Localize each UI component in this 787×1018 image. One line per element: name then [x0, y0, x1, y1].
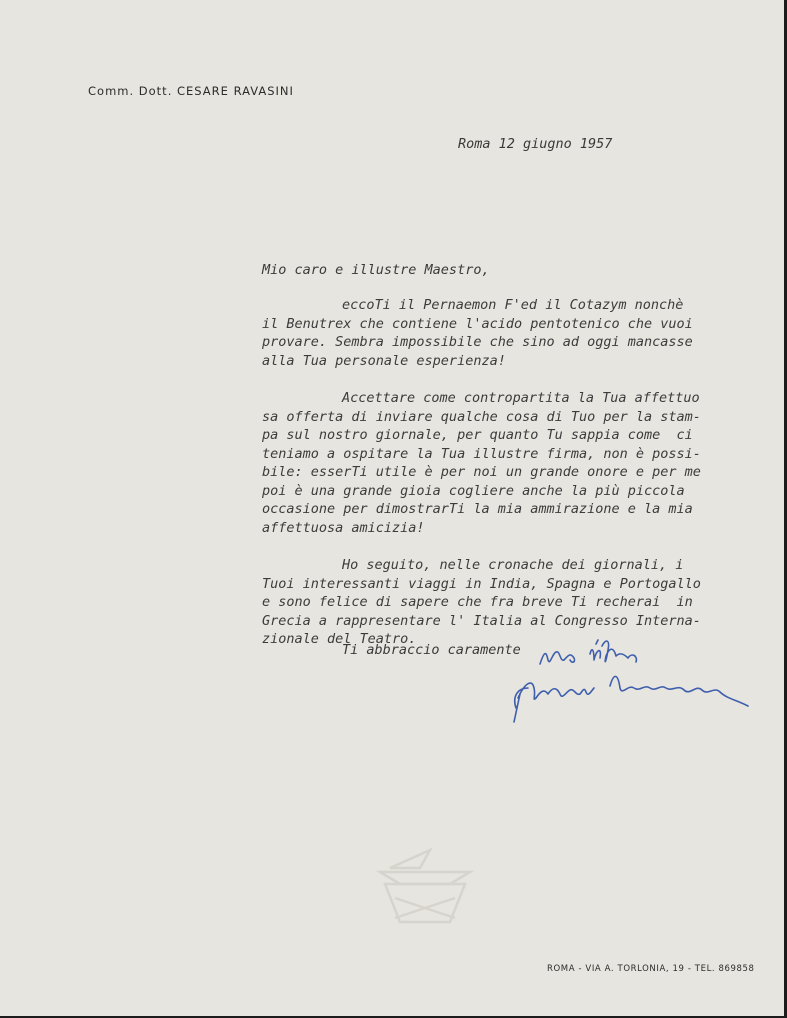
body-line: alla Tua personale esperienza!	[262, 352, 506, 369]
paragraph-3	[262, 556, 732, 649]
body-line: pa sul nostro giornale, per quanto Tu sappia come ci	[262, 427, 693, 443]
body-line: Ho seguito, nelle cronache dei giornali, i	[342, 557, 684, 573]
letter-date: Roma 12 giugno 1957	[458, 136, 613, 152]
watermark-logo	[180, 838, 650, 938]
body-line: occasione per dimostrarTi la mia ammirazione e la mia	[262, 501, 693, 517]
paragraph-2	[262, 389, 732, 537]
body-line: Grecia a rappresentare l' Italia al Congresso Interna-	[262, 612, 701, 629]
letterhead-address: ROMA - VIA A. TORLONIA, 19 - TEL. 869858	[547, 964, 755, 974]
paper-watermark	[180, 838, 650, 938]
closing-line: Ti abbraccio caramente	[342, 642, 521, 658]
body-line: zionale del Teatro.	[262, 631, 417, 647]
body-line: provare. Sembra impossibile che sino ad oggi mancasse	[262, 334, 693, 350]
body-line: teniamo a ospitare la Tua illustre firma, non è possi-	[262, 445, 701, 462]
body-line: sa offerta di inviare qualche cosa di Tuo per la stam-	[262, 408, 701, 425]
body-line: e sono felice di sapere che fra breve Ti recherai in	[262, 594, 693, 610]
body-line: Tuoi interessanti viaggi in India, Spagna e Portogallo	[262, 575, 701, 592]
salutation: Mio caro e illustre Maestro,	[262, 262, 490, 278]
body-line: poi è una grande gioia cogliere anche la più piccola	[262, 482, 685, 499]
body-line: Accettare come contropartita la Tua affettuo	[342, 390, 700, 406]
letter-body	[262, 296, 732, 668]
signature-drawing	[510, 636, 760, 726]
handwritten-signature	[510, 636, 760, 726]
body-line: eccoTi il Pernaemon F'ed il Cotazym nonchè	[342, 297, 684, 313]
body-line: il Benutrex che contiene l'acido pentotenico che vuoi	[262, 315, 693, 332]
letterhead-name: Comm. Dott. CESARE RAVASINI	[88, 84, 294, 98]
paragraph-1	[262, 296, 732, 370]
body-line: bile: esserTi utile è per noi un grande onore e per me	[262, 464, 701, 480]
body-line: affettuosa amicizia!	[262, 519, 425, 536]
